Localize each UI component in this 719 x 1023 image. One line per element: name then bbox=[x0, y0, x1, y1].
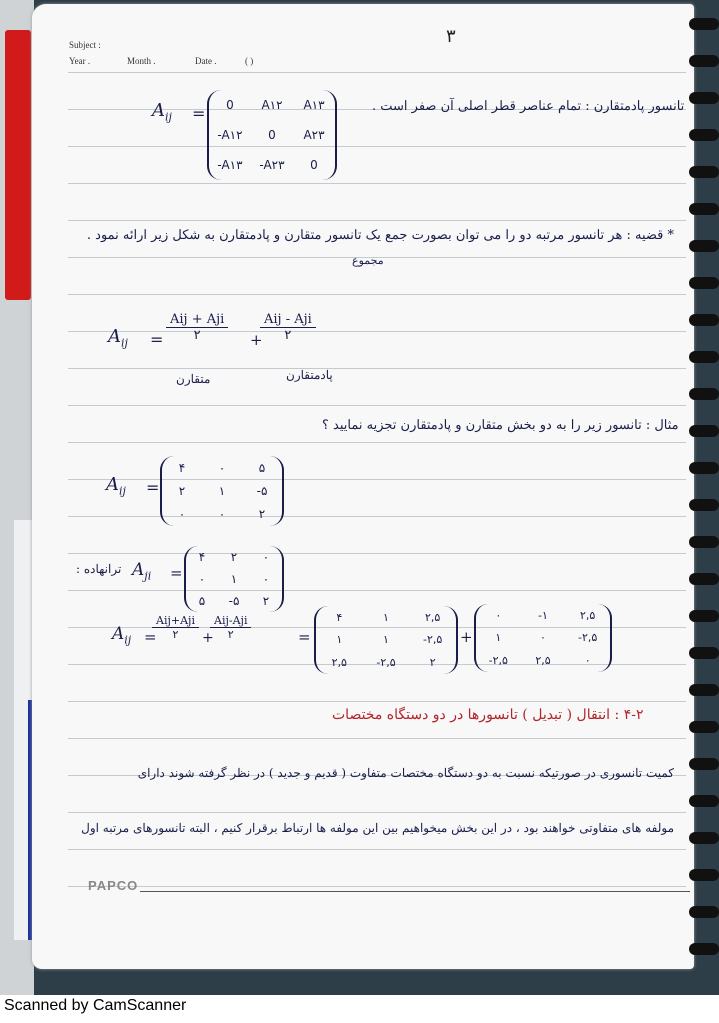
matrix-cell: A۲۳ bbox=[303, 128, 325, 142]
page-number: ۳ bbox=[446, 26, 456, 47]
notebook-page bbox=[32, 4, 694, 969]
matrix-cell: -۲,۵ bbox=[376, 656, 396, 670]
spiral-ring bbox=[689, 314, 719, 326]
matrix-cell: ۲ bbox=[178, 483, 186, 498]
spiral-ring bbox=[689, 684, 719, 696]
matrix-cell: ۰ bbox=[218, 460, 226, 475]
l7-skew-den: ۲ bbox=[227, 628, 234, 641]
matrix-cell: -۲,۵ bbox=[488, 654, 508, 668]
ruled-line bbox=[68, 72, 686, 73]
matrix-cell: -۵ bbox=[256, 483, 268, 498]
matrix-cell: ۱ bbox=[336, 633, 343, 647]
spiral-ring bbox=[689, 351, 719, 363]
l3-skew-den: ۲ bbox=[284, 328, 292, 343]
l7-skew-fraction bbox=[210, 614, 251, 641]
subject-label: Subject : bbox=[69, 40, 101, 50]
ruled-line bbox=[68, 886, 686, 887]
l3-skew-fraction bbox=[260, 312, 316, 343]
matrix-symmetric bbox=[314, 606, 458, 674]
ruled-line bbox=[68, 590, 686, 591]
l3-sym-fraction bbox=[166, 312, 228, 343]
spiral-ring bbox=[689, 499, 719, 511]
spiral-ring bbox=[689, 203, 719, 215]
l7-sym-fraction bbox=[152, 614, 199, 641]
matrix-cell: ۰ bbox=[198, 572, 206, 586]
month-label: Month . bbox=[127, 56, 156, 66]
l1-eq: = bbox=[192, 104, 206, 123]
ruled-line bbox=[68, 294, 686, 295]
matrix-cell: ۲ bbox=[429, 656, 436, 670]
ruled-line bbox=[68, 183, 686, 184]
ruled-line bbox=[68, 442, 686, 443]
spiral-ring bbox=[689, 573, 719, 585]
matrix-cell: ۰ bbox=[495, 608, 502, 622]
spiral-ring bbox=[689, 166, 719, 178]
l3-skew-num: Aij - Aji bbox=[260, 312, 316, 328]
matrix-cell: -A۱۳ bbox=[217, 158, 243, 172]
matrix-a bbox=[160, 456, 284, 526]
ruled-line bbox=[68, 553, 686, 554]
l1-lhs: $A_{ij}$ bbox=[152, 100, 172, 124]
matrix-cell: 0 bbox=[268, 128, 276, 142]
matrix-cell: ۰ bbox=[262, 550, 270, 564]
matrix-cell: -A۲۳ bbox=[259, 158, 285, 172]
matrix-cell: ۱ bbox=[495, 631, 502, 645]
spiral-ring bbox=[689, 906, 719, 918]
ruled-line bbox=[68, 812, 686, 813]
l7-plus2: + bbox=[460, 628, 473, 646]
section-title: ۴-۲ : انتقال ( تبدیل ) تانسورها در دو دستگاه مختصات bbox=[332, 707, 644, 723]
paragraph-line-2: مولفه های متفاوتی خواهند بود ، در این بخش میخواهیم بین این مولفه ها ارتباط برقرار کنیم ، البته تانسورهای مرتبه اول bbox=[81, 821, 674, 835]
spiral-ring bbox=[689, 388, 719, 400]
l3-eq: = bbox=[150, 330, 164, 349]
matrix-cell: ۲ bbox=[230, 550, 238, 564]
matrix-cell: -۱ bbox=[538, 608, 548, 622]
l6-eq: = bbox=[170, 564, 183, 582]
matrix-antisymmetric bbox=[207, 90, 337, 180]
ruled-line bbox=[68, 368, 686, 369]
l3-sym-den: ۲ bbox=[193, 328, 201, 343]
ruled-line bbox=[68, 738, 686, 739]
example-text: مثال : تانسور زیر را به دو بخش متقارن و پادمتقارن تجزیه نمایید ؟ bbox=[322, 418, 679, 433]
matrix-a-transpose bbox=[184, 546, 284, 612]
footer-rule bbox=[140, 891, 690, 892]
ruled-line bbox=[68, 405, 686, 406]
l3-plus: + bbox=[250, 331, 263, 349]
spiral-ring bbox=[689, 55, 719, 67]
l7-plus: + bbox=[202, 630, 214, 646]
paragraph-line-1: کمیت تانسوری در صورتیکه نسبت به دو دستگاه مختصات متفاوت ( قدیم و جدید ) در نظر گرفته شوند دارای bbox=[137, 766, 674, 780]
spiral-ring bbox=[689, 536, 719, 548]
matrix-cell: ۲,۵ bbox=[331, 656, 347, 670]
matrix-cell: ۲,۵ bbox=[580, 608, 596, 622]
l3-skew-label: پادمتقارن bbox=[286, 368, 333, 382]
spiral-ring bbox=[689, 610, 719, 622]
matrix-cell: -۲,۵ bbox=[423, 633, 443, 647]
matrix-cell: ۴ bbox=[336, 610, 343, 624]
spiral-ring bbox=[689, 18, 719, 30]
matrix-cell: 0 bbox=[310, 158, 318, 172]
l7-sym-num: Aij+Aji bbox=[152, 614, 199, 628]
matrix-cell: ۰ bbox=[584, 654, 591, 668]
matrix-cell: ۱ bbox=[230, 572, 238, 586]
l7-sym-den: ۲ bbox=[172, 628, 179, 641]
matrix-cell: -۵ bbox=[228, 594, 240, 608]
ruled-line bbox=[68, 146, 686, 147]
matrix-cell: ۴ bbox=[198, 550, 206, 564]
matrix-cell: ۵ bbox=[198, 594, 206, 608]
antisym-definition: تانسور پادمتقارن : تمام عناصر قطر اصلی آن صفر است . bbox=[372, 99, 685, 114]
date-paren: ( ) bbox=[245, 56, 254, 66]
spiral-ring bbox=[689, 425, 719, 437]
matrix-cell: A۱۳ bbox=[303, 98, 325, 112]
spiral-ring bbox=[689, 129, 719, 141]
matrix-cell: A۱۲ bbox=[261, 98, 283, 112]
ruled-line bbox=[68, 701, 686, 702]
l7-skew-num: Aij-Aji bbox=[210, 614, 251, 628]
l6-lhs: $A_{ji}$ bbox=[132, 560, 152, 583]
matrix-cell: ۵ bbox=[258, 460, 266, 475]
matrix-cell: ۱ bbox=[383, 610, 389, 624]
red-divider-tab bbox=[5, 30, 31, 300]
spiral-ring bbox=[689, 795, 719, 807]
ruled-line bbox=[68, 849, 686, 850]
matrix-cell: ۴ bbox=[178, 460, 186, 475]
matrix-cell: ۰ bbox=[178, 507, 186, 522]
l7-eq2: = bbox=[298, 628, 311, 646]
l3-lhs: $A_{ij}$ bbox=[108, 326, 128, 350]
spiral-ring bbox=[689, 277, 719, 289]
l7-eq: = bbox=[144, 628, 157, 646]
l5-lhs: $A_{ij}$ bbox=[106, 474, 126, 498]
matrix-cell: -۲,۵ bbox=[578, 631, 598, 645]
ruled-line bbox=[68, 220, 686, 221]
matrix-cell: ۲ bbox=[262, 594, 270, 608]
l7-lhs: $A_{ij}$ bbox=[112, 624, 132, 647]
matrix-cell: ۱ bbox=[383, 633, 389, 647]
matrix-cell: ۱ bbox=[218, 483, 226, 498]
spiral-ring bbox=[689, 92, 719, 104]
matrix-skew bbox=[474, 604, 612, 672]
l5-eq: = bbox=[146, 478, 160, 497]
transpose-label: ترانهاده : bbox=[76, 562, 122, 576]
spiral-ring bbox=[689, 869, 719, 881]
theorem-text: * قضیه : هر تانسور مرتبه دو را می توان بصورت جمع یک تانسور متقارن و پادمتقارن به شکل زیر ارائه نمود . bbox=[86, 228, 674, 243]
matrix-cell: ۲,۵ bbox=[535, 654, 551, 668]
year-label: Year . bbox=[69, 56, 91, 66]
theorem-sum-word: مجموع bbox=[352, 254, 384, 267]
scanner-footer: Scanned by CamScanner bbox=[4, 997, 187, 1014]
date-label: Date . bbox=[195, 56, 217, 66]
matrix-cell: ۰ bbox=[262, 572, 270, 586]
matrix-cell: ۲ bbox=[258, 507, 266, 522]
spiral-ring bbox=[689, 240, 719, 252]
spiral-ring bbox=[689, 758, 719, 770]
spiral-ring bbox=[689, 462, 719, 474]
spiral-ring bbox=[689, 943, 719, 955]
brand-logo: PAPCO bbox=[88, 878, 139, 893]
spiral-ring bbox=[689, 647, 719, 659]
spiral-ring bbox=[689, 721, 719, 733]
matrix-cell: ۲,۵ bbox=[425, 610, 441, 624]
matrix-cell: 0 bbox=[226, 98, 234, 112]
matrix-cell: ۰ bbox=[540, 631, 546, 645]
matrix-cell: -A۱۲ bbox=[217, 128, 243, 142]
matrix-cell: ۰ bbox=[218, 507, 226, 522]
l3-sym-num: Aij + Aji bbox=[166, 312, 228, 328]
spiral-ring bbox=[689, 832, 719, 844]
l3-sym-label: متقارن bbox=[176, 372, 211, 386]
